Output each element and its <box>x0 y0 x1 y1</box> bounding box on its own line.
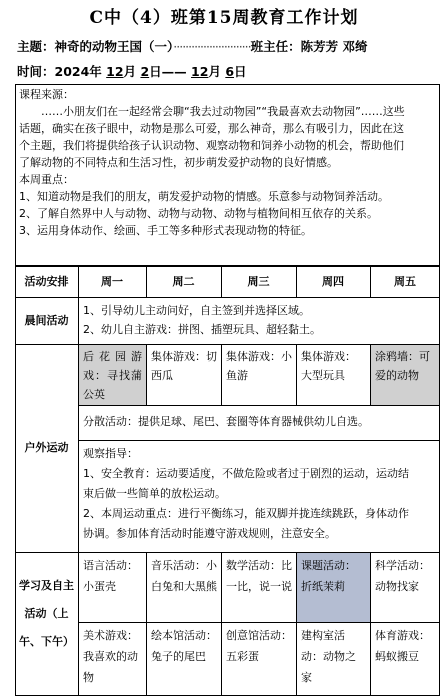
teacher-value: 陈芳芳 邓绮 <box>300 39 368 54</box>
study-tue-2: 绘本馆活动：兔子的尾巴 <box>151 629 217 663</box>
day-char-start: 日 <box>149 64 162 79</box>
study-tue-1: 音乐活动：小白兔和大黑熊 <box>151 559 217 593</box>
focus-line: 1、知道动物是我们的朋友，萌发爱护动物的情感。乐意参与动物饲养活动。 <box>19 190 389 203</box>
month-char-start: 月 <box>123 64 137 79</box>
day-header-mon: 周一 <box>101 275 123 288</box>
source-line: 个主题，我们将提供给孩子认识动物、观察动物和饲养小动物的机会，帮助他们 <box>19 139 404 152</box>
day-char-end: 日 <box>234 64 247 79</box>
time-line <box>17 62 247 80</box>
study-wed-2: 创意馆活动：五彩蛋 <box>226 629 292 663</box>
dot-leader: ·························· <box>173 39 251 54</box>
outdoor-label: 户外运动 <box>24 441 69 454</box>
morning-content <box>79 299 439 341</box>
day-end: 6 <box>225 64 235 79</box>
month-char-end: 月 <box>208 64 221 79</box>
time-label: 时间： <box>17 64 55 79</box>
theme-value: 神奇的动物王国（一） <box>54 39 174 54</box>
outdoor-group-activity: 分散活动：提供足球、尾巴、套圈等体育器械供幼儿自选。 <box>83 415 369 428</box>
teacher-label: 班主任： <box>250 39 301 54</box>
study-label: 学习及自主活动（上午、下午） <box>19 579 74 648</box>
theme-label: 主题： <box>17 39 55 54</box>
outdoor-game-tue: 集体游戏：切西瓜 <box>151 350 217 382</box>
row-divider <box>78 440 440 441</box>
observation-guide <box>79 442 439 546</box>
day-header-fri: 周五 <box>394 275 416 288</box>
study-fri-2: 体育游戏：蚂蚁搬豆 <box>375 629 430 663</box>
guide-line: 2、本周运动重点：进行平衡练习，能双脚并拢连续跳跃，身体动作 <box>83 507 409 520</box>
focus-line: 2、了解自然界中人与动物、动物与动物、动物与植物间相互依存的关系。 <box>19 207 378 220</box>
date-dash: —— <box>161 64 187 79</box>
morning-line: 2、幼儿自主游戏：拼图、插塑玩具、超轻黏土。 <box>83 323 321 336</box>
source-heading: 课程来源： <box>19 88 74 101</box>
day-header-tue: 周二 <box>172 275 195 288</box>
guide-line: 1、安全教育：运动要适度，不做危险或者过于剧烈的运动，运动结 <box>83 467 409 480</box>
morning-line: 1、引导幼儿主动问好，自主签到并选择区域。 <box>83 304 310 317</box>
outdoor-game-mon: 后花园游戏：寻找蒲公英 <box>79 345 146 405</box>
intro-text <box>19 86 437 239</box>
corner-header: 活动安排 <box>24 275 69 288</box>
theme-line <box>17 37 367 55</box>
study-wed-1: 数学活动：比一比，说一说 <box>226 559 292 593</box>
morning-label: 晨间活动 <box>24 314 69 327</box>
focus-line: 3、运用身体动作、绘画、手工等多种形式表现动物的特征。 <box>19 224 312 237</box>
study-mon-2: 美术游戏：我喜欢的动物 <box>83 629 138 684</box>
month-start: 12 <box>106 64 124 79</box>
year: 2024年 <box>54 64 102 79</box>
month-end: 12 <box>191 64 209 79</box>
row-divider <box>78 405 440 406</box>
guide-line: 束后做一些简单的放松运动。 <box>83 487 226 500</box>
guide-line: 协调。参加体育活动时能遵守游戏规则，注意安全。 <box>83 527 336 540</box>
outdoor-game-wed: 集体游戏：小鱼游 <box>226 350 292 382</box>
day-header-thu: 周四 <box>322 275 344 288</box>
source-line: ……小朋友们在一起经常会聊“我去过动物园”“我最喜欢去动物园”……这些 <box>41 105 405 118</box>
outdoor-game-thu: 集体游戏：大型玩具 <box>301 350 356 382</box>
guide-heading: 观察指导： <box>83 447 138 460</box>
source-line: 了解动物的不同特点和生活习性，初步萌发爱护动物的良好情感。 <box>19 156 338 169</box>
day-start: 2 <box>140 64 150 79</box>
study-thu-1: 课题活动：折纸茉莉 <box>297 553 370 622</box>
focus-heading: 本周重点： <box>19 173 74 186</box>
day-header-wed: 周三 <box>247 275 270 288</box>
page-title: C中（4）班第15周教育工作计划 <box>89 8 359 28</box>
outdoor-game-fri: 涂鸦墙：可爱的动物 <box>371 345 439 405</box>
study-thu-2: 建构室活动：动物之家 <box>301 629 356 684</box>
study-fri-1: 科学活动：动物找家 <box>375 559 430 593</box>
study-mon-1: 语言活动：小蛋壳 <box>83 559 138 593</box>
source-line: 话题，确实在孩子眼中，动物是那么可爱，那么神奇，那么有吸引力，因此在这 <box>19 122 404 135</box>
